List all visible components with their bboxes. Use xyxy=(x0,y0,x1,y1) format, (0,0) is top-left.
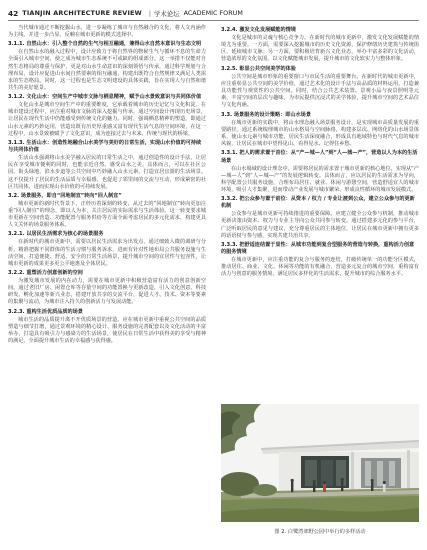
section-heading: 3.2.5. 彰显公共空间美学的体验 xyxy=(221,65,296,72)
page-header xyxy=(8,6,419,20)
section-title-cn: 学术论坛 xyxy=(154,9,180,18)
section-heading: 3.1.3. 生活山水：创造性地融合山水美学与美好的日常生活，实现山水价值的可持续与共同体价值 xyxy=(8,139,202,154)
body-paragraph: 在山水場域的设计理念中，需要将居民的需求置于城市更新的核心地位，实现从“产—城—人”到“人—城—产”的发展逻辑转变。具体而言，应以居民的生活需求为导向，科学配置公共服务设施，合理布局居住、就业、休闲与游憩空间，营造舒适宜人的城市环境，吸引人才集聚，进而带动产业发展与城市繁荣，形成良性循环的城市发展模式。 xyxy=(221,165,419,193)
page-number: 42 xyxy=(8,8,19,18)
section-heading: 3.2.3. 重构生活优质品质的场景 xyxy=(8,308,83,315)
section-heading: 3.2.2. 重塑活力创意创新的空间 xyxy=(8,269,83,276)
body-paragraph: 在自然山水的融入过程中，设计应致力于将自然界的物候生气与循环不息的生命力全面引入城市空间，使之成为城市生态系统不可或缺的组成部分。这一举措不仅能对自然生态格局的尊重与保护，更是对山水生命意识的深刻领悟与传承，通过科学规划与合理布局，设计应促进山水间自然要素的相互融通，构建出既符合自然规律又满足人类需求的生态格局。同时，这一过程也是生态文明建设的具体实践，旨在实现人与自然和谐共生的美好愿景。 xyxy=(8,49,206,92)
figure-caption: 图 2. 白鹭湾郊野公园中举行的多样活动 xyxy=(274,529,366,535)
body-paragraph: 公众参与是城市更新可持续推进的重要保障。应建立健全公众参与机制，推动城市更新决策由资本、权力与专业主导向公众共同参与转变。通过搭建多元化的参与平台，广泛听取居民的意见与建议，充分尊重居民的主体地位，让居民在城市更新中拥有更多的话语权与参与感，实现共建共治共享。 xyxy=(221,211,419,239)
section-heading: 3.1.1. 自然山水：引入整个自然的生气与相互融通，兼得山水自然本意识与生态文明 xyxy=(8,41,202,48)
body-paragraph: 城市生活的品质提升离不开优质场景的营造。应在城市更新中重视公共空间的品质塑造与细节打磨，通过景观环境的精心设计、服务设施的完善配套以及文化活动的丰富举办，打造具有吸引力与感染力的生活场景，使居民在日常生活中获得美的享受与精神的满足，全面提升城市生活的幸福感与获得感。 xyxy=(8,316,206,344)
section-heading: 3.2.4. 激发文化发展赋能的情境 xyxy=(221,27,296,33)
body-paragraph: 生活山水强调将山水美学融入居民的日常生活之中，通过创造性的设计手法，让居民在享受城市便利的同时，也能亲近自然、感受山水之美。具体而言，可以在社区公园、街头绿地、滨水步道等公共空间中巧妙融入山水元素，打造宜居宜游的生活场景。这不仅提升了居民的生活品质与幸福感，也促进了邻里间的交流与互动，形成紧密的社区共同体，进而实现山水价值的可持续发展。 xyxy=(8,155,206,190)
body-paragraph: 公共空间是城市形象的重要窗口与市民生活的重要舞台。在新时代的城市更新中，应注重彰显公共空间的美学价值，通过艺术化的设计手法与高品质的材料运用，打造兼具功能性与观赏性的公共空间。同时，结合公共艺术装置、景观小品与夜景照明等元素，丰富空间的层次与趣味，为市民提供沉浸式的美学体验，提升城市空间的艺术品位与文化内涵。 xyxy=(221,73,419,109)
body-paragraph: 当代城市通过不断挖掘山水，进一步凝练了城市与自然融合的文化，将人文内涵作为主线，并进一步凸显，反哺在城市更新的模式选择中。 xyxy=(8,25,206,39)
right-column xyxy=(221,25,419,280)
body-paragraph: 在城市更新的实践中，将山水理念融入场景服务设计，是实现城市高质量发展的重要路径。通过系统梳理城市的山水格局与空间脉络，构建多层次、网络化的山水场景体系，使山水元素与城市功能、居民生活深度融合，形成具有地域特色与时代气息的城市风貌，让居民在城市中望得见山、看得见水、记得住乡愁。 xyxy=(221,119,419,148)
section-heading: 3.2.1. 以居民生活需求为核心的场景服务 xyxy=(8,231,104,238)
building-photo xyxy=(221,404,419,522)
body-paragraph: 为激发城市发展的内在动力，需要在城市更新中积极营造富有活力的创意创新空间。通过老旧厂房、闲置仓库等存量空间的功能置换与更新改造，引入文化创意、科技研发、孵化加速等新兴业态，搭建开放共享的交流平台，促进人才、技术、资本等要素的集聚与流动，为城市注入持久的创新活力与发展动能。 xyxy=(8,277,206,306)
body-paragraph: 城市更新的新时代背景下，正经历着深刻的转变，从过去的“回地制宜”转向更加注重“回人制宜”的理念，即以人为本，关注居民的实际需求与生活体验。这一转变要求城市更新在空间营造、功能配置与服务供给等方面全面考虑居民的多元化需求，构建更具人文关怀的场景服务体系。 xyxy=(8,200,206,229)
body-paragraph: 在新时代的城市更新中，需要以居民生活需求为出发点，通过细致入微的调研与分析，精准把握不同群体的生活习惯与服务诉求，进而有针对性地布局公共服务设施与生活空间，打造便捷、舒适、安全的日常生活场景，提升城市空间的宜居性与包容性，让城市更新的成果更多更公平地惠及全体居民。 xyxy=(8,239,206,267)
section-heading: 3.3. 场景服务的设计策略：即山水场景 xyxy=(221,111,311,118)
section-heading: 3.2. 场景服务，即自“回地制宜”转向“回人制宜” xyxy=(8,192,122,199)
body-paragraph: 文化是城市的灵魂与核心竞争力。在新时代的城市更新中，激发文化发展赋能的情境尤为重要。一方面，需要深入挖掘城市的历史文化资源，保护修缮历史建筑与传统街区，延续城市文脉；另一方面，要积极培育新兴文化业态，举办丰富多彩的文化活动，营造浓厚的文化氛围，以文化赋能城市发展，提升城市的文化软实力与整体形象。 xyxy=(221,34,419,63)
figure-photo xyxy=(221,404,419,522)
section-heading: 3.3.2. 把公众参与置于前位：从资本 / 权力 / 专业让渡到公众，建立公众参与的更新机制 xyxy=(221,196,415,210)
header-separator: | xyxy=(148,9,151,17)
journal-title: TIANJIN ARCHITECTURE REVIEW xyxy=(22,9,142,17)
header-rule xyxy=(8,20,419,21)
left-column xyxy=(8,25,206,346)
section-heading: 3.3.1. 把人的需求置于首位：从“产—城—人”到“人—城—产”，营造以人为本的生活场景 xyxy=(221,150,418,164)
section-title-en: ACADEMIC FORUM xyxy=(183,9,243,17)
body-paragraph: 在城市更新中，应注重功能的复合与服务的连结，打破传统单一的功能分区模式，推动居住、商业、文化、休闲等功能的有机融合，营造多元复合的城市空间，重构富有活力与创意的服务情境，满足居民多样化的生活需求，提升城市的综合服务水平。 xyxy=(221,256,419,278)
section-heading: 3.1.2. 文化山水：空间生产中城市文脉与栖息精神，赋予山水景致意识与共同体价值 xyxy=(8,94,202,101)
body-paragraph: 文化山水是城市空间生产中的重要维度，它承载着城市的历史记忆与文化积淀。在城市建设过程中，应注重对城市文脉的深入挖掘与传承，通过空间设计再现历史场景，让居民在现代生活中仍能感受到传统文化的魅力。同时，强调栖息精神的塑造，即通过山水元素的巧妙运用，营造出既有历史厚重感又富有现代生活气息的空间环境，在这一过程中，山水景致被赋予了文化意识，成为连接过去与未来、传统与现代的桥梁。 xyxy=(8,102,206,137)
section-heading: 3.3.3. 把舒适连结置于显性：从城市功能到复合型服务的营造与转换，重构活力创意的服务情境 xyxy=(221,241,415,256)
